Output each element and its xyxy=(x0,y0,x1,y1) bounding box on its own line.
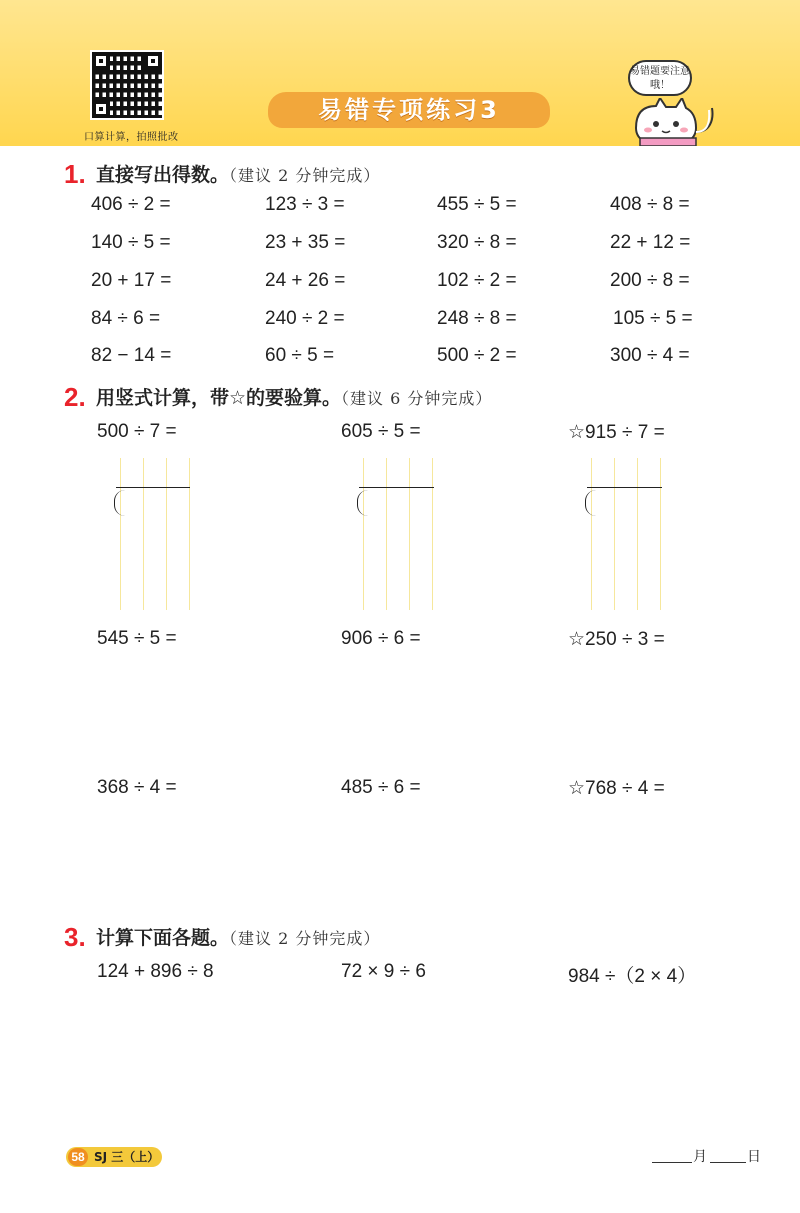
section-3-title xyxy=(96,923,380,950)
s1-problem: 408 ÷ 8 = xyxy=(610,194,690,215)
division-bracket xyxy=(585,490,596,516)
day-field[interactable] xyxy=(710,1162,746,1163)
qr-corner xyxy=(92,52,110,70)
s1-problem: 84 ÷ 6 = xyxy=(91,308,161,329)
guide-line xyxy=(409,458,410,610)
qr-corner xyxy=(92,100,110,118)
section-2-title xyxy=(96,383,492,410)
s2-problem: ☆768 ÷ 4 = xyxy=(568,778,665,799)
s3-problem: 984 ÷（2 × 4） xyxy=(568,966,697,987)
division-bracket xyxy=(359,487,434,488)
page-title: 易错专项练习3 xyxy=(318,96,500,124)
s1-problem: 22 + 12 = xyxy=(610,232,691,253)
s1-problem: 140 ÷ 5 = xyxy=(91,232,171,253)
s1-problem: 248 ÷ 8 = xyxy=(437,308,517,329)
section-2-hint: （建议 6 分钟完成） xyxy=(341,389,493,408)
guide-line xyxy=(614,458,615,610)
page-header xyxy=(0,0,800,146)
s2-problem: 545 ÷ 5 = xyxy=(97,628,177,649)
section-2-title-text: 用竖式计算，带☆的要验算。 xyxy=(96,387,342,409)
s1-problem: 24 + 26 = xyxy=(265,270,346,291)
s1-problem: 320 ÷ 8 = xyxy=(437,232,517,253)
cat-mascot-icon xyxy=(630,98,720,146)
division-bracket xyxy=(587,487,662,488)
month-label: 月 xyxy=(693,1149,707,1165)
guide-line xyxy=(660,458,661,610)
s1-problem: 23 + 35 = xyxy=(265,232,346,253)
s1-problem: 300 ÷ 4 = xyxy=(610,345,690,366)
page-number: 58 xyxy=(68,1148,88,1166)
s1-problem: 500 ÷ 2 = xyxy=(437,345,517,366)
guide-line xyxy=(143,458,144,610)
division-bracket xyxy=(114,490,125,516)
s2-problem: ☆250 ÷ 3 = xyxy=(568,629,665,650)
guide-line xyxy=(120,458,121,610)
guide-line xyxy=(166,458,167,610)
section-3-title-text: 计算下面各题。 xyxy=(96,927,230,949)
month-field[interactable] xyxy=(652,1162,692,1163)
s3-problem: 124 + 896 ÷ 8 xyxy=(97,961,214,982)
s2-problem: 906 ÷ 6 = xyxy=(341,628,421,649)
section-1-hint: （建议 2 分钟完成） xyxy=(229,166,381,185)
guide-line xyxy=(189,458,190,610)
section-3-number: 3. xyxy=(64,922,86,952)
s1-problem: 123 ÷ 3 = xyxy=(265,194,345,215)
s2-problem: ☆915 ÷ 7 = xyxy=(568,422,665,443)
s1-problem: 60 ÷ 5 = xyxy=(265,345,335,366)
s1-problem: 455 ÷ 5 = xyxy=(437,194,517,215)
s1-problem: 240 ÷ 2 = xyxy=(265,308,345,329)
speech-bubble xyxy=(628,60,692,96)
s2-problem: 500 ÷ 7 = xyxy=(97,421,177,442)
qr-code-icon[interactable] xyxy=(90,50,164,120)
section-1-number: 1. xyxy=(64,159,86,189)
book-tag: SJ 三（上） xyxy=(94,1150,160,1164)
bubble-text: 易错题要注意哦！ xyxy=(630,66,690,91)
guide-line xyxy=(386,458,387,610)
guide-line xyxy=(637,458,638,610)
section-1-title xyxy=(96,160,380,187)
s1-problem: 102 ÷ 2 = xyxy=(437,270,517,291)
section-1-title-text: 直接写出得数。 xyxy=(96,164,230,186)
qr-corner xyxy=(144,52,162,70)
s1-problem: 20 + 17 = xyxy=(91,270,172,291)
s2-problem: 368 ÷ 4 = xyxy=(97,777,177,798)
section-3-hint: （建议 2 分钟完成） xyxy=(229,929,381,948)
section-2-number: 2. xyxy=(64,382,86,412)
division-bracket xyxy=(357,490,368,516)
s1-problem: 200 ÷ 8 = xyxy=(610,270,690,291)
s3-problem: 72 × 9 ÷ 6 xyxy=(341,961,426,982)
qr-caption: 口算计算，拍照批改 xyxy=(84,132,179,143)
guide-line xyxy=(591,458,592,610)
s1-problem: 105 ÷ 5 = xyxy=(613,308,693,329)
guide-line xyxy=(363,458,364,610)
division-bracket xyxy=(116,487,190,488)
s1-problem: 82 − 14 = xyxy=(91,345,172,366)
day-label: 日 xyxy=(747,1149,761,1165)
guide-line xyxy=(432,458,433,610)
s2-problem: 485 ÷ 6 = xyxy=(341,777,421,798)
s1-problem: 406 ÷ 2 = xyxy=(91,194,171,215)
s2-problem: 605 ÷ 5 = xyxy=(341,421,421,442)
